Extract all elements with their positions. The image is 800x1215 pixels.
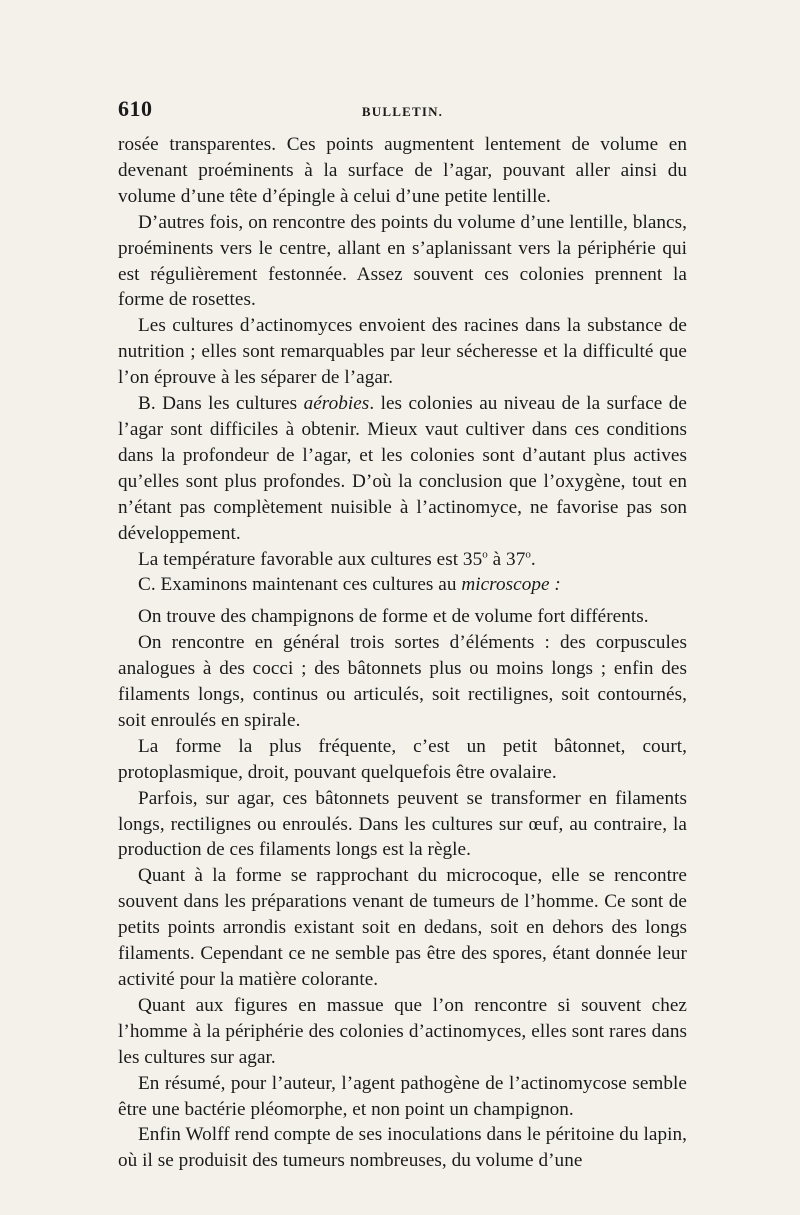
paragraph-10: Parfois, sur agar, ces bâtonnets peuvent se transformer en filaments longs, rectilignes ou enroulés. Dans les cultures sur œuf, au contraire, la production de ces filaments longs est la règle. [118,787,687,861]
temperature-text: La température favorable aux cultures est 35 [138,548,483,570]
paragraph-11: Quant à la forme se rapprochant du microcoque, elle se rencontre souvent dans les préparations venant de tumeurs de l’homme. Ce sont de petits points arrondis existant soit en dedans, soit en dehors des longs filaments. Cependant ce ne semble pas être des spores, étant donnée leur activité pour la matière colorante. [118,865,687,990]
temperature-end: . [530,548,536,570]
paragraph-12: Quant aux figures en massue que l’on rencontre si souvent chez l’homme à la périphérie des colonies d’actinomyces, elles sont rares dans les cultures sur agar. [118,994,687,1068]
paragraph-6 [118,572,687,598]
paragraph-2: D’autres fois, on rencontre des points du volume d’une lentille, blancs, proéminents vers le centre, allant en s’aplanissant vers la périphérie qui est régulièrement festonnée. Assez souvent ces colonies prennent la forme de rosettes. [118,211,687,311]
paragraph-4-start: B. Dans les cultures [138,393,304,415]
body-text [118,132,687,1174]
paragraph-7: On trouve des champignons de forme et de volume fort différents. [138,606,649,628]
paragraph-4-italic: aérobies [303,393,370,415]
paragraph-3: Les cultures d’actinomyces envoient des racines dans la substance de nutrition ; elles sont remarquables par leur sécheresse et la difficulté que l’on éprouve à les séparer de l’agar. [118,315,687,389]
paragraph-4 [118,391,687,546]
paragraph-14: Enfin Wolff rend compte de ses inoculations dans le péritoine du lapin, où il se produisit des tumeurs nombreuses, du volume d’une [118,1124,687,1172]
page-header [118,96,687,128]
paragraph-5 [118,547,687,573]
temperature-degree-1: o [482,548,488,561]
paragraph-9: La forme la plus fréquente, c’est un petit bâtonnet, court, protoplasmique, droit, pouvant quelquefois être ovalaire. [118,735,687,783]
page-number: 610 [118,96,153,121]
paragraph-1: rosée transparentes. Ces points augmentent lentement de volume en devenant proéminents à la surface de l’agar, pouvant aller ainsi du volume d’une tête d’épingle à celui d’une petite lentille. [118,134,687,207]
running-head: BULLETIN. [361,104,444,119]
temperature-mid: à 37 [487,548,526,570]
paragraph-4-rest: . les colonies au niveau de la surface de l’agar sont difficiles à obtenir. Mieux vaut cultiver dans ces conditions dans la profondeur de l’agar, et les colonies sont d’autant plus actives qu’elles sont plus profondes. D’où la conclusion que l’oxygène, tout en n’étant pas complètement nuisible à l’actinomyce, ne favorise pas son développement. [118,393,687,544]
paragraph-6-start: C. Examinons maintenant ces cultures au [138,574,462,596]
paragraph-8: On rencontre en général trois sortes d’éléments : des corpuscules analogues à des cocci ; des bâtonnets plus ou moins longs ; enfin des filaments longs, continus ou articulés, soit rectilignes, soit contournés, soit enroulés en spirale. [118,632,687,731]
paragraph-6-italic: microscope : [461,574,561,596]
temperature-degree-2: o [525,548,531,561]
paragraph-13: En résumé, pour l’auteur, l’agent pathogène de l’actinomycose semble être une bactérie pléomorphe, et non point un champignon. [118,1072,687,1120]
